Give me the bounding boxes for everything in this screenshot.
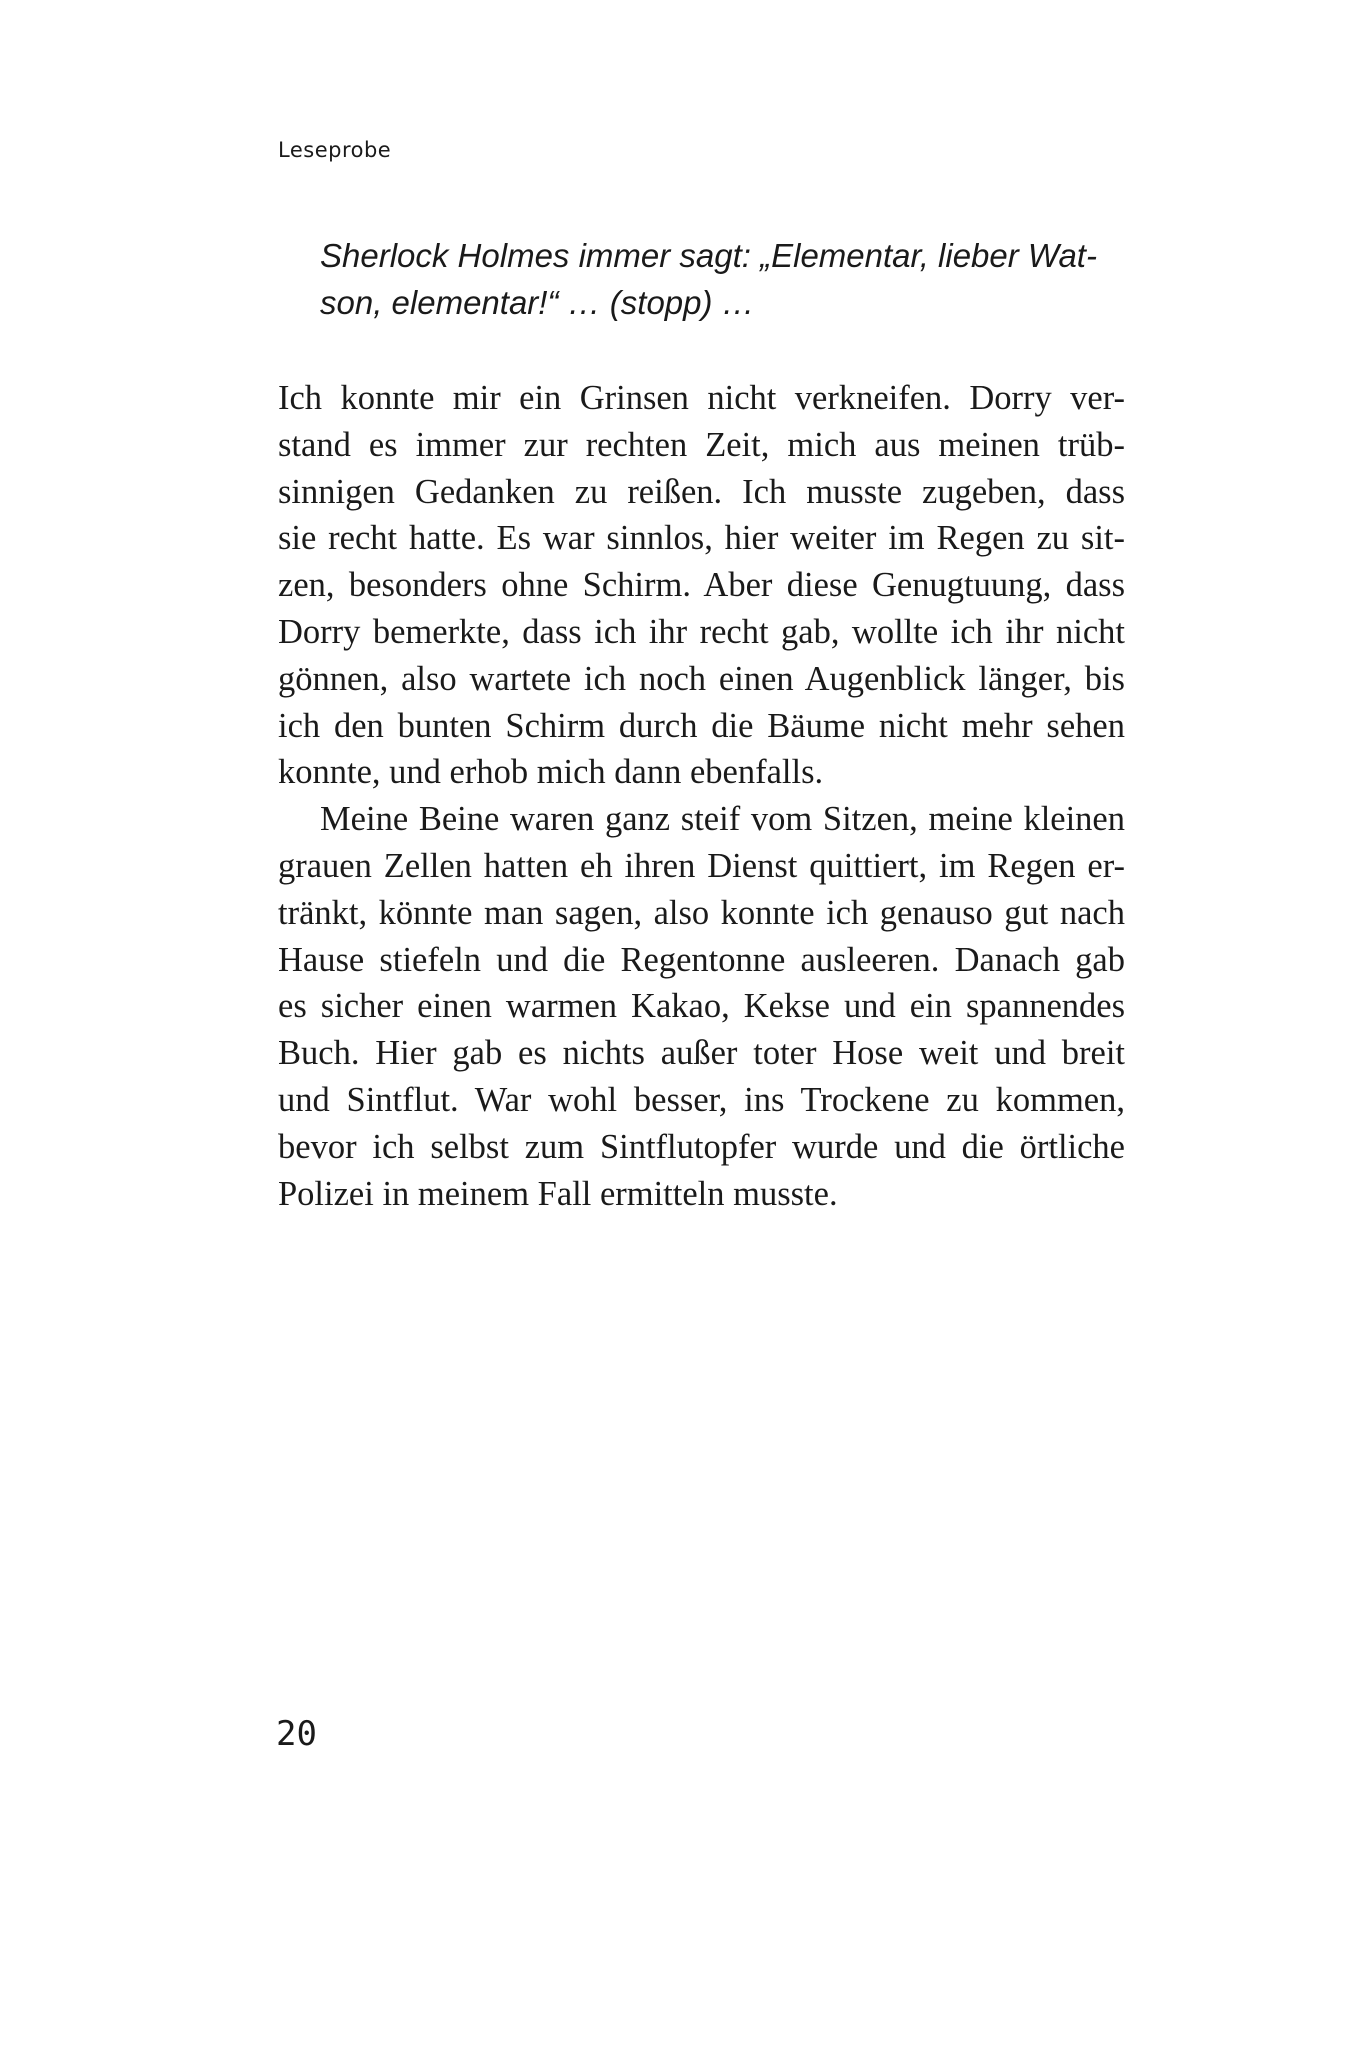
text-line: Buch. Hier gab es nichts außer toter Hose weit und breit [278,1034,1125,1073]
text-line: Dorry bemerkte, dass ich ihr recht gab, wollte ich ihr nicht [278,612,1125,651]
text-line: sinnigen Gedanken zu reißen. Ich musste zugeben, dass [278,472,1125,511]
text-line: bevor ich selbst zum Sintflutopfer wurde und die örtliche [278,1127,1125,1166]
text-line: Meine Beine waren ganz steif vom Sitzen, meine kleinen [320,800,1125,839]
text-line: stand es immer zur rechten Zeit, mich aus meinen trüb- [278,425,1125,464]
text-line: grauen Zellen hatten eh ihren Dienst quittiert, im Regen er- [278,846,1125,885]
text-line: Ich konnte mir ein Grinsen nicht verkneifen. Dorry ver- [278,379,1125,417]
body-text [278,375,1125,1217]
page-number: 20 [276,1714,317,1754]
quote-line: son, elementar!“ … (stopp) … [320,284,755,321]
italic-quote [320,232,1120,326]
paragraph-2 [278,796,1125,1217]
text-line: tränkt, könnte man sagen, also konnte ich genauso gut nach [278,893,1125,932]
running-header: Leseprobe [278,138,392,162]
text-line: konnte, und erhob mich dann ebenfalls. [278,753,824,792]
text-line: und Sintflut. War wohl besser, ins Trockene zu kommen, [278,1080,1125,1119]
text-line: Polizei in meinem Fall ermitteln musste. [278,1174,838,1213]
text-line: ich den bunten Schirm durch die Bäume nicht mehr sehen [278,706,1125,745]
text-line: Hause stiefeln und die Regentonne ausleeren. Danach gab [278,940,1125,979]
text-line: sie recht hatte. Es war sinnlos, hier weiter im Regen zu sit- [278,519,1125,558]
quote-line: Sherlock Holmes immer sagt: „Elementar, lieber Wat- [320,237,1097,274]
text-line: zen, besonders ohne Schirm. Aber diese Genugtuung, dass [278,566,1125,605]
paragraph-1 [278,375,1125,796]
text-line: gönnen, also wartete ich noch einen Augenblick länger, bis [278,659,1125,698]
text-line: es sicher einen warmen Kakao, Kekse und ein spannendes [278,987,1125,1026]
